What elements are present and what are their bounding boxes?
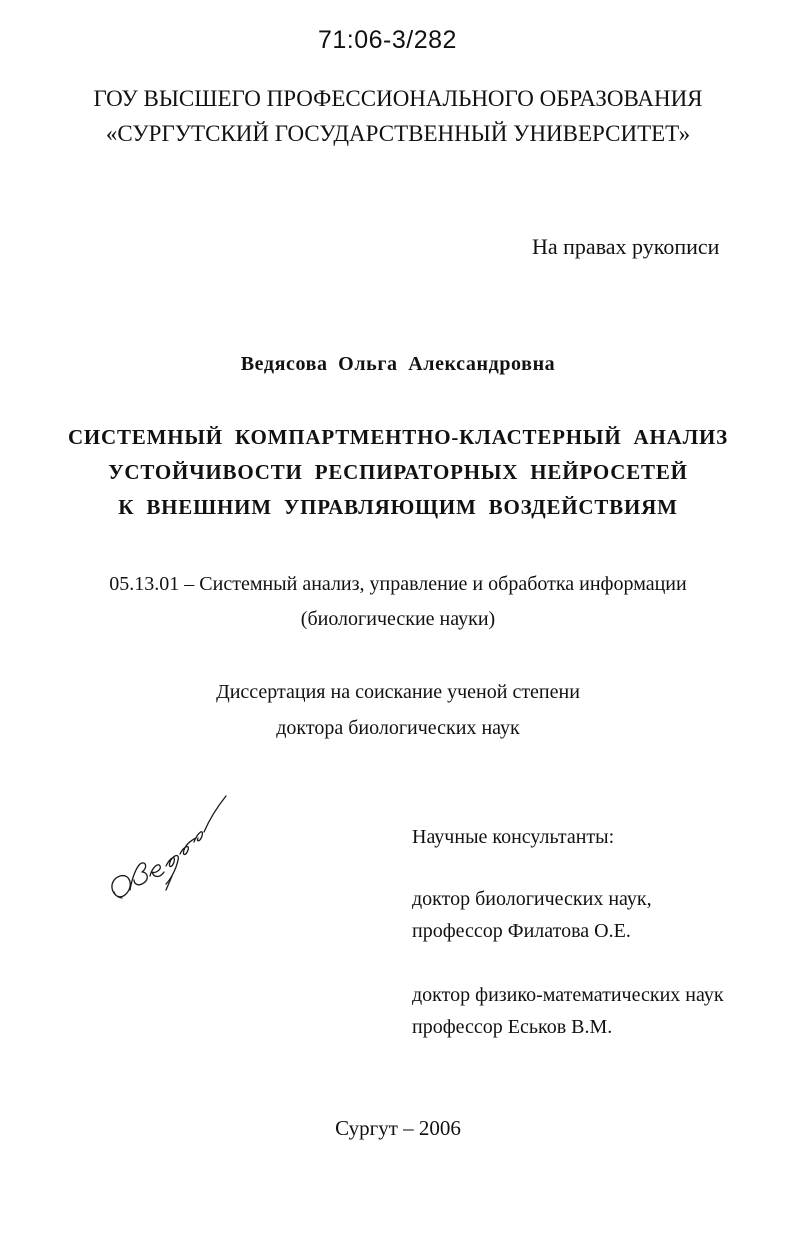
handwritten-signature (100, 780, 230, 910)
consultant-2-degree: доктор физико-математических наук (412, 984, 724, 1006)
consultants-heading: Научные консультанты: (412, 826, 615, 848)
author-name: Ведясова Ольга Александровна (240, 353, 556, 375)
city-year: Сургут – 2006 (335, 1116, 461, 1140)
dissertation-line-1: Диссертация на соискание ученой степени (216, 681, 580, 703)
institution-line-2: «СУРГУТСКИЙ ГОСУДАРСТВЕННЫЙ УНИВЕРСИТЕТ» (105, 121, 691, 146)
archive-code: 71:06-3/282 (318, 26, 457, 54)
consultant-1-degree: доктор биологических наук, (412, 888, 652, 910)
title-line-3: К ВНЕШНИМ УПРАВЛЯЮЩИМ ВОЗДЕЙСТВИЯМ (118, 495, 678, 519)
dissertation-line-2: доктора биологических наук (276, 717, 520, 739)
consultant-1-name: профессор Филатова О.Е. (412, 920, 631, 942)
title-line-1: СИСТЕМНЫЙ КОМПАРТМЕНТНО-КЛАСТЕРНЫЙ АНАЛИЗ (67, 425, 729, 449)
title-line-2: УСТОЙЧИВОСТИ РЕСПИРАТОРНЫХ НЕЙРОСЕТЕЙ (108, 460, 688, 484)
institution-line-1: ГОУ ВЫСШЕГО ПРОФЕССИОНАЛЬНОГО ОБРАЗОВАНИЯ (93, 86, 703, 111)
manuscript-note: На правах рукописи (532, 234, 720, 259)
specialty-line-2: (биологические науки) (300, 608, 496, 630)
specialty-line-1: 05.13.01 – Системный анализ, управление и обработка информации (109, 573, 687, 595)
consultant-2-name: профессор Еськов В.М. (412, 1016, 613, 1038)
